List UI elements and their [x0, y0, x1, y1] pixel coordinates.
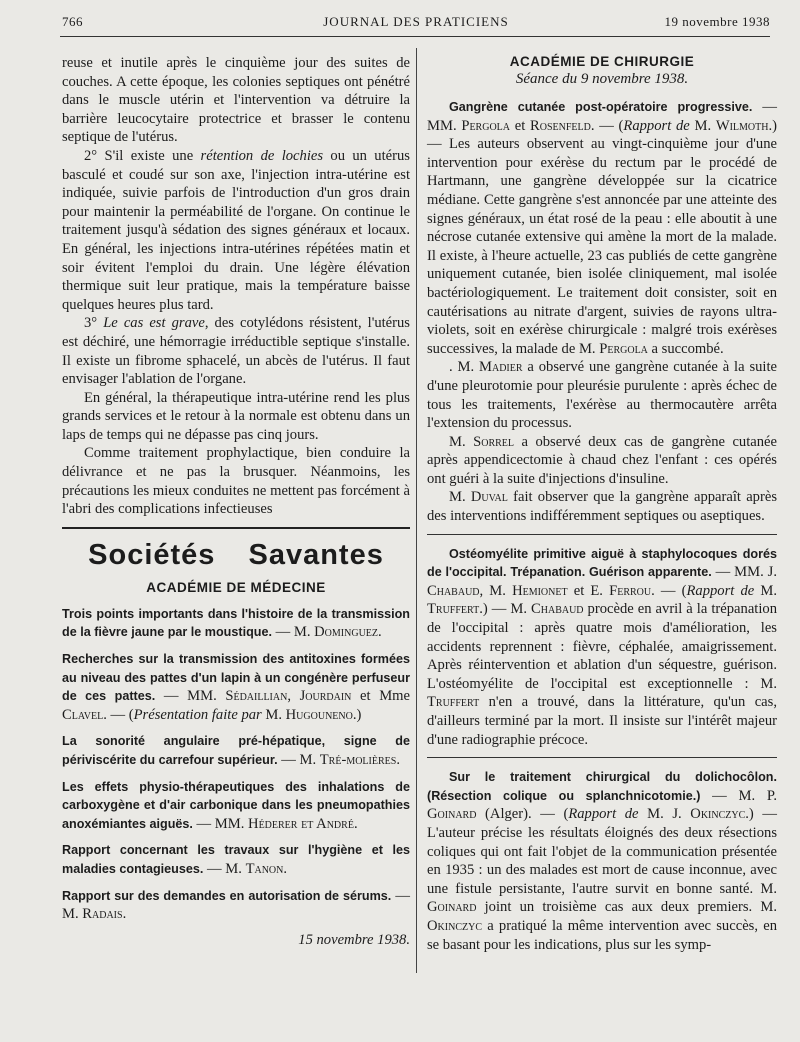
list-item: Les effets physio-thérapeutiques des inhalations de carboxygène et d'air carbonique dans les pneumopathies anoxémiantes aiguës. — MM. Héderer et André. [62, 779, 410, 832]
list-item: Recherches sur la transmission des antitoxines formées au niveau des pattes d'un lapin à un congénère perfuseur de ces pattes. — MM. Sédaillian, Jourdain et Mme Clavel. — (Présentation faite par M. Hugouneno.) [62, 652, 410, 723]
list-item: Rapport concernant les travaux sur l'hygiène et les maladies contagieuses. — M. Tanon. [62, 843, 410, 877]
paragraph: reuse et inutile après le cinquième jour des suites de couches. A cette époque, les colonies septiques ont pénétré dans le muscle utérin et l'intervention va détruire la barrière leucocytaire protectrice et brasser le contenu septique de l'utérus. [62, 55, 410, 146]
paragraph: Comme traitement prophylactique, bien conduire la délivrance et ne pas la brusquer. Néanmoins, les précautions les mieux conduites ne mettent pas forcément à l'abri des complications infectieuses [62, 445, 410, 518]
column-divider [416, 48, 417, 973]
list-item: Rapport sur des demandes en autorisation de sérums. — M. Radais. [62, 887, 410, 923]
academie-medecine-heading: ACADÉMIE DE MÉDECINE [146, 579, 326, 595]
signature-date: 15 novembre 1938. [298, 931, 410, 948]
page-header [62, 14, 770, 34]
section-rule [62, 527, 410, 529]
header-rule [60, 36, 770, 37]
paragraph: 2° S'il existe une rétention de lochies ou un utérus basculé et coudé sur son axe, l'injection intra-utérine est indiquée, suivie parfois de l'introduction d'un gros drain pour maintenir la perméabilité de l'organe. On continue le traitement jusqu'à sédation des signes généraux et locaux. En général, les injections intra-utérines répétées matin et soir évitent l'emploi du drain. Une légère élévation thermique suit leur pratique, mais la température baisse quelques heures plus tard. [62, 147, 410, 313]
page-number: 766 [62, 14, 83, 29]
academie-chirurgie-heading: ACADÉMIE DE CHIRURGIE [509, 54, 695, 69]
societes-savantes-title: Sociétés Savantes [88, 538, 384, 571]
paragraph: En général, la thérapeutique intra-utérine rend les plus grands services et le retour à la normale est obtenu dans un laps de temps qui ne dépasse pas cinq jours. [62, 389, 410, 443]
paragraph: 3° Le cas est grave, des cotylédons résistent, l'utérus est déchiré, une hémorragie irréductible septique s'installe. Il existe un fibrome sphacelé, un abcès de l'utérus. Il faut envisager l'ablation de l'organe. [62, 315, 410, 388]
section-rule [427, 534, 777, 535]
left-column [62, 54, 410, 949]
list-item: La sonorité angulaire pré-hépatique, signe de périviscérite du carrefour supérieur. — M. Tré-molières. [62, 734, 410, 768]
seance-date: Séance du 9 novembre 1938. [515, 71, 689, 87]
issue-date: 19 novembre 1938 [664, 14, 770, 29]
article: Sur le traitement chirurgical du dolichocôlon. (Résection colique ou splanchnicotomie.) — M. P. Goinard (Alger). — (Rapport de M. J. Okinczyc.) — L'auteur précise les résultats éloignés des deux résections coliques qui ont fait l'objet de la communication présentée en 1935 : un des malades est mort de cause inconnue, avec une fistule persistante, l'autre survit en bonne santé. M. Goinard joint un troisième cas aux deux premiers. M. Okinczyc a pratiqué la même intervention avec succès, en se basant pour les indications, plus sur les symp- [427, 770, 778, 953]
right-column [427, 54, 777, 954]
section-rule [427, 757, 777, 758]
article: Gangrène cutanée post-opératoire progressive. — MM. Pergola et Rosenfeld. — (Rapport de M. Wilmoth.) — Les auteurs observent au vingt-cinquième jour d'une intervention pour exérèse du rectum par le procédé de Hartmann, une gangrène développée sur la cicatrice médiane. Cette gangrène s'est annoncée par une atteinte des signes généraux, un état rosé de la peau : elle aboutit à une nécrose cutanée extensive qui amène la mort de la malade. Il existe, à l'heure actuelle, 23 cas publiés de cette gangrène uniquement cutanée, bien isolée cliniquement, mal isolée bactériologiquement. Le traitement doit consister, soit en cautérisations au nitrate d'argent, suivies de rayons ultra-violets, soit en exérèse chirurgicale : malgré trois exérèses successives, la malade de M. Pergola a succombé. . M. Madier a observé une gangrène cutanée à la suite d'une pleurotomie pour pleurésie purulente : après échec de tous les traitements, l'exérèse au thermocautère arrêta l'extension du processus. M. Sorrel a observé deux cas de gangrène cutanée après appendicectomie à chaud chez l'enfant : ces opérés ont guéri à la suite d'injections d'insuline. M. Duval fait observer que la gangrène apparaît après des interventions indifféremment septiques ou aseptiques. [427, 99, 778, 525]
list-item: Trois points importants dans l'histoire de la transmission de la fièvre jaune par le moustique. — M. Dominguez. [62, 606, 410, 641]
article: Ostéomyélite primitive aiguë à staphylocoques dorés de l'occipital. Trépanation. Guérison apparente. — MM. J. Chabaud, M. Hemionet et E. Ferrou. — (Rapport de M. Truffert.) — M. Chabaud procède en avril à la trépanation de l'occipital : après quatre mois d'amélioration, les accidents reprennent : fièvre, céphalée, amaigrissement. Après réintervention et ablation d'un séquestre, guérison. L'ostéomyélite de l'occipital est exceptionnelle : M. Truffert n'en a trouvé, dans la littérature, qu'un cas, d'ailleurs terminé par la mort. Il insiste sur l'intérêt majeur d'une radiographie précoce. [427, 546, 778, 748]
journal-title: JOURNAL DES PRATICIENS [323, 14, 509, 29]
